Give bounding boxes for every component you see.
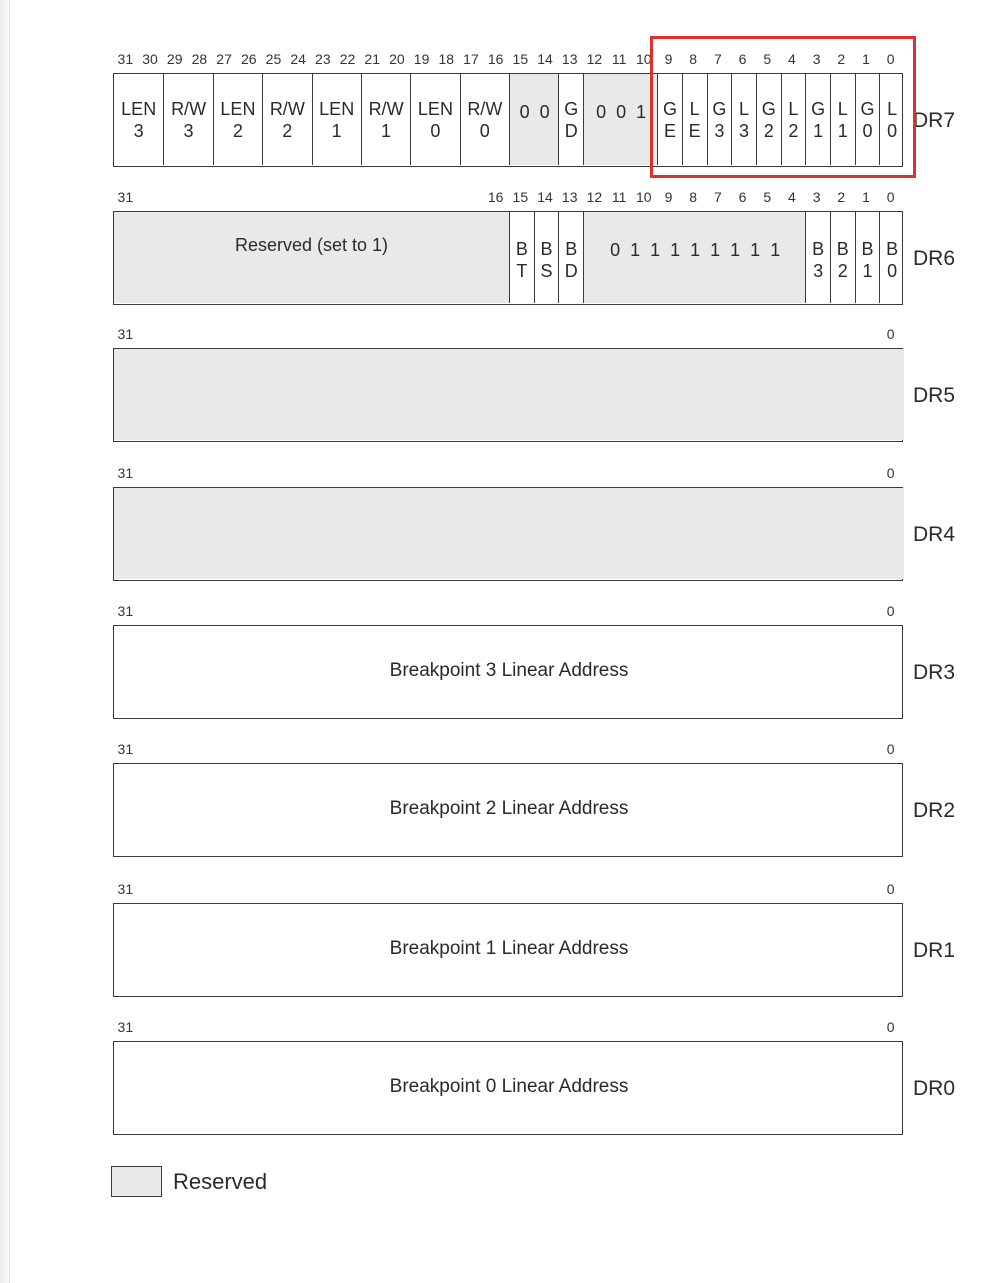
- dr3-field-text: Breakpoint 3 Linear Address: [389, 660, 629, 681]
- dr6-field-bits-0-0: [879, 212, 904, 303]
- dr7-bit-label: 28: [191, 51, 208, 67]
- dr6-field-line: B: [565, 239, 578, 259]
- dr7-field-line: G: [712, 99, 727, 119]
- dr6-field-line: B: [515, 239, 528, 259]
- dr7-bit-label: 8: [689, 51, 698, 67]
- dr7-field-line: E: [663, 121, 676, 141]
- dr7-bit-label: 27: [216, 51, 232, 67]
- dr7-bit-label: 20: [389, 51, 405, 67]
- dr7-field-line: 1: [381, 121, 392, 141]
- dr0-field-text: Breakpoint 0 Linear Address: [389, 1076, 629, 1097]
- dr1-bit-label: 0: [886, 881, 895, 897]
- dr7-field-bits-13-13: [558, 74, 583, 165]
- dr7-field-line: LEN: [220, 99, 256, 119]
- dr4-register-name: DR4: [913, 523, 956, 546]
- dr7-field-line: L: [837, 99, 848, 119]
- dr0-bit-label: 0: [886, 1019, 895, 1035]
- dr7-bit-label: 2: [837, 51, 846, 67]
- dr7-field-line: 3: [133, 121, 144, 141]
- dr7-field-line: 2: [232, 121, 243, 141]
- dr7-field-line: LEN: [319, 99, 355, 119]
- dr2-field-bits-31-0: [114, 764, 904, 855]
- dr5-bit-label: 31: [117, 326, 134, 342]
- dr7-bit-label: 30: [142, 51, 158, 67]
- dr7-field-line: LEN: [121, 99, 157, 119]
- dr7-bit-label: 17: [463, 51, 479, 67]
- dr6-bit-label: 5: [763, 189, 772, 205]
- dr7-field-line: L: [788, 99, 799, 119]
- dr7-bit-label: 23: [315, 51, 331, 67]
- dr7-reserved-bit-values: 0 0 1: [596, 102, 647, 122]
- dr7-register-name: DR7: [913, 109, 956, 132]
- dr6-bit-label: 12: [586, 189, 603, 205]
- dr6-field-line: B: [812, 239, 825, 259]
- dr6-bit-label: 4: [788, 189, 796, 205]
- dr7-field-bits-23-22: [312, 74, 361, 165]
- dr0-register-name: DR0: [913, 1077, 956, 1100]
- dr7-field-line: L: [739, 99, 750, 119]
- dr6-field-line: B: [836, 239, 849, 259]
- dr7-field-bits-31-30: [114, 74, 163, 165]
- dr3-register-name: DR3: [913, 661, 956, 684]
- dr7-field-line: G: [662, 99, 677, 119]
- dr7-bit-label: 24: [290, 51, 306, 67]
- dr6-bit-label: 6: [738, 189, 747, 205]
- dr7-enable-bits-highlight: [650, 36, 916, 178]
- dr7-field-line: 3: [714, 121, 725, 141]
- dr7-bit-label: 1: [862, 51, 870, 67]
- dr7-field-line: G: [564, 99, 579, 119]
- dr7-bit-label: 10: [635, 51, 652, 67]
- dr7-bit-label: 5: [763, 51, 772, 67]
- dr7-bit-label: 14: [537, 51, 553, 67]
- dr6-bit-label: 16: [487, 189, 504, 205]
- dr7-field-bits-29-28: [163, 74, 212, 165]
- dr2-field-text: Breakpoint 2 Linear Address: [389, 798, 629, 819]
- dr6-field-line: T: [516, 261, 528, 281]
- dr6-field-line: 2: [837, 261, 848, 281]
- dr7-field-line: 0: [430, 121, 441, 141]
- dr6-field-bits-14-14: [534, 212, 559, 303]
- dr6-field-bits-31-16: [114, 212, 509, 303]
- dr7-field-bits-27-26: [213, 74, 262, 165]
- dr7-bit-label: 15: [512, 51, 529, 67]
- dr6-field-bits-3-3: [805, 212, 830, 303]
- dr6-bit-label: 2: [837, 189, 846, 205]
- dr7-bit-label: 21: [364, 51, 381, 67]
- dr7-field-bits-21-20: [361, 74, 410, 165]
- dr7-field-line: 0: [862, 121, 873, 141]
- dr7-field-line: 2: [788, 121, 799, 141]
- dr7-bit-label: 12: [586, 51, 603, 67]
- dr7-bit-label: 9: [664, 51, 673, 67]
- dr6-bit-label: 31: [117, 189, 134, 205]
- dr7-bit-label: 4: [788, 51, 796, 67]
- dr6-reserved-bit-values: 0 1 1 1 1 1 1 1 1: [610, 240, 781, 260]
- dr6-field-line: 0: [887, 261, 898, 281]
- dr3-field-bits-31-0: [114, 626, 904, 717]
- dr7-bit-label: 31: [117, 51, 134, 67]
- dr7-bit-label: 7: [713, 51, 722, 67]
- dr7-field-bits-15-14: [509, 74, 558, 165]
- dr6-bit-label: 1: [862, 189, 870, 205]
- dr5-bit-label: 0: [886, 326, 895, 342]
- dr5-register-name: DR5: [913, 384, 956, 407]
- dr7-field-line: 0: [479, 121, 490, 141]
- dr7-field-line: 1: [813, 121, 824, 141]
- dr6-bit-label: 11: [611, 189, 627, 205]
- dr7-bit-label: 11: [611, 51, 627, 67]
- dr6-register-box: [113, 211, 903, 305]
- dr7-field-line: LEN: [417, 99, 453, 119]
- dr7-field-line: G: [811, 99, 826, 119]
- dr1-register-box: [113, 903, 903, 997]
- dr7-field-line: 1: [331, 121, 342, 141]
- dr6-field-line: S: [540, 261, 553, 281]
- dr7-field-line: G: [860, 99, 875, 119]
- dr7-field-line: 0: [887, 121, 898, 141]
- dr7-bit-label: 18: [438, 51, 455, 67]
- dr1-bit-label: 31: [117, 881, 134, 897]
- dr7-field-line: 2: [282, 121, 293, 141]
- dr4-bit-label: 31: [117, 465, 134, 481]
- dr4-bit-label: 0: [886, 465, 895, 481]
- dr7-bit-label: 0: [886, 51, 895, 67]
- dr6-bit-label: 14: [537, 189, 553, 205]
- dr6-field-bits-1-1: [855, 212, 880, 303]
- dr7-bit-label: 6: [738, 51, 747, 67]
- dr7-bit-label: 25: [265, 51, 282, 67]
- dr6-bit-label: 7: [713, 189, 722, 205]
- dr7-reserved-bit-values: 0 0: [519, 102, 550, 122]
- dr2-bit-label: 31: [117, 741, 134, 757]
- dr7-field-bits-17-16: [460, 74, 509, 165]
- dr1-register-name: DR1: [913, 939, 956, 962]
- dr7-field-line: G: [761, 99, 776, 119]
- dr7-field-line: 3: [183, 121, 194, 141]
- dr6-register-name: DR6: [913, 247, 956, 270]
- dr7-bit-label: 19: [413, 51, 430, 67]
- dr1-field-bits-31-0: [114, 904, 904, 995]
- dr6-field-line: 3: [813, 261, 824, 281]
- dr7-bit-label: 22: [339, 51, 356, 67]
- dr0-bit-label: 31: [117, 1019, 134, 1035]
- dr2-register-name: DR2: [913, 799, 956, 822]
- left-edge-rule: [0, 0, 10, 1283]
- dr6-field-bits-12-4: [583, 212, 805, 303]
- dr4-register-box: [113, 487, 903, 581]
- dr7-bit-label: 26: [240, 51, 257, 67]
- legend-reserved-label: Reserved: [173, 1169, 268, 1194]
- dr7-field-line: 2: [763, 121, 774, 141]
- dr6-field-line: B: [861, 239, 874, 259]
- dr2-register-box: [113, 763, 903, 857]
- dr6-field-line: 1: [862, 261, 873, 281]
- dr6-bit-label: 10: [635, 189, 652, 205]
- dr7-field-line: 1: [837, 121, 848, 141]
- dr6-bit-label: 9: [664, 189, 673, 205]
- dr7-field-line: R/W: [368, 99, 404, 119]
- dr4-field-bits-31-0: [114, 488, 904, 579]
- dr6-field-text: Reserved (set to 1): [234, 235, 389, 255]
- dr6-field-line: B: [540, 239, 553, 259]
- dr7-field-bits-12-10: [583, 74, 657, 165]
- dr7-field-line: R/W: [467, 99, 503, 119]
- dr6-field-line: B: [886, 239, 899, 259]
- dr6-bit-label: 0: [886, 189, 895, 205]
- dr6-bit-label: 15: [512, 189, 529, 205]
- dr5-field-bits-31-0: [114, 349, 904, 440]
- dr7-field-line: 3: [739, 121, 750, 141]
- dr6-field-bits-2-2: [830, 212, 855, 303]
- dr7-field-line: R/W: [171, 99, 207, 119]
- dr3-bit-label: 31: [117, 603, 134, 619]
- dr3-register-box: [113, 625, 903, 719]
- dr6-field-line: D: [564, 261, 578, 281]
- dr7-field-line: E: [688, 121, 701, 141]
- dr7-bit-label: 16: [487, 51, 504, 67]
- dr7-field-line: D: [564, 121, 578, 141]
- dr7-bit-label: 13: [561, 51, 578, 67]
- dr6-field-bits-15-15: [509, 212, 534, 303]
- dr3-bit-label: 0: [886, 603, 895, 619]
- dr7-field-line: L: [689, 99, 700, 119]
- dr6-bit-label: 3: [812, 189, 821, 205]
- dr0-field-bits-31-0: [114, 1042, 904, 1133]
- dr6-bit-label: 8: [689, 189, 698, 205]
- dr7-bit-label: 3: [812, 51, 821, 67]
- dr1-field-text: Breakpoint 1 Linear Address: [389, 938, 629, 959]
- dr7-field-bits-25-24: [262, 74, 311, 165]
- dr7-field-line: L: [887, 99, 898, 119]
- dr0-register-box: [113, 1041, 903, 1135]
- dr5-register-box: [113, 348, 903, 442]
- legend-reserved-swatch: [111, 1166, 162, 1197]
- dr7-field-line: R/W: [269, 99, 305, 119]
- dr7-field-bits-19-18: [410, 74, 459, 165]
- dr7-bit-label: 29: [166, 51, 183, 67]
- dr6-field-bits-13-13: [558, 212, 583, 303]
- dr6-bit-label: 13: [561, 189, 578, 205]
- dr2-bit-label: 0: [886, 741, 895, 757]
